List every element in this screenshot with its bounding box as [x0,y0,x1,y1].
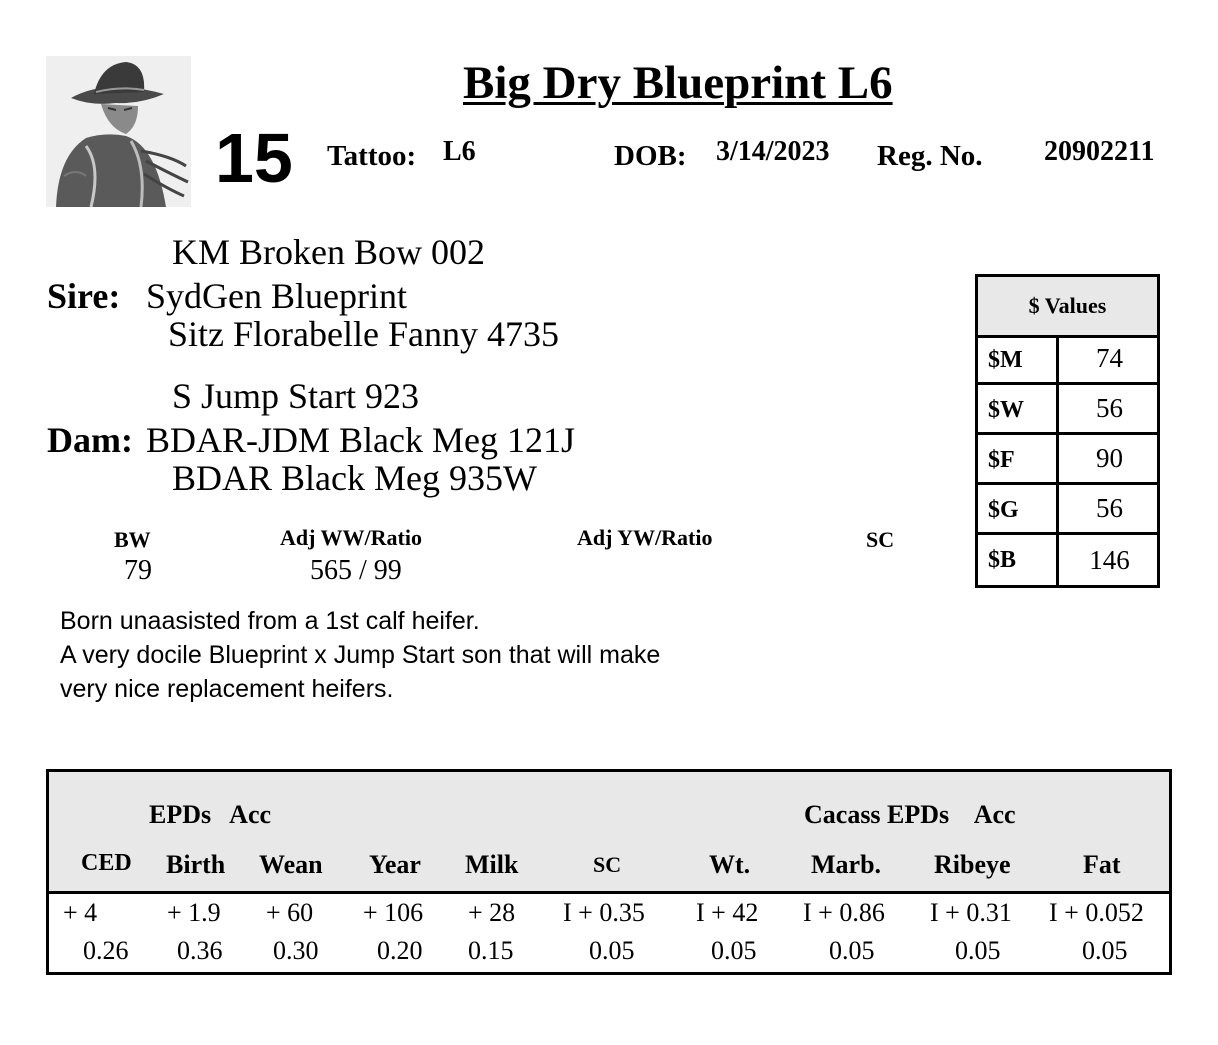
epd-column-header: Wt. [709,850,751,879]
epd-value: + 28 [468,898,516,927]
dollar-value-label: $W [988,397,1024,423]
epd-column-header: CED [81,850,132,876]
epd-accuracy: 0.26 [83,936,129,965]
epd-column-header: Milk [465,850,519,879]
yw-label: Adj YW/Ratio [577,525,713,550]
dollar-value-row [978,382,1157,432]
sc-label: SC [866,527,895,552]
epd-column-header: Year [369,850,421,879]
epd-value: + 4 [63,898,98,927]
epd-value: + 106 [363,898,424,927]
dollar-values-title: $ Values [978,277,1157,338]
dollar-value-number: 90 [1056,435,1160,482]
dollar-value-number: 56 [1056,485,1160,532]
remarks-text [60,604,780,706]
epd-column-header: Birth [166,850,226,879]
dam-label: Dam: [47,420,133,460]
epd-accuracy: 0.05 [1082,936,1128,965]
epd-column-header: Marb. [811,850,882,879]
carcass-epd-group-label: Cacass EPDs Acc [804,800,1016,829]
epd-accuracy: 0.05 [829,936,875,965]
epd-accuracy: 0.05 [711,936,757,965]
epd-group-label: EPDs Acc [149,800,272,829]
dollar-value-label: $G [988,497,1019,523]
dollar-value-row [978,335,1157,382]
cowboy-logo-image [46,56,191,207]
epd-accuracy: 0.05 [955,936,1001,965]
sire-name: SydGen Blueprint [146,276,407,316]
epd-value: I + 0.86 [803,898,885,927]
tattoo-value: L6 [443,136,476,167]
reg-no-label: Reg. No. [877,140,983,172]
dollar-value-number: 56 [1056,385,1160,432]
bw-value: 79 [124,555,152,586]
remarks-line: A very docile Blueprint x Jump Start son that will make [60,641,661,669]
dollar-value-row [978,432,1157,482]
dob-value: 3/14/2023 [716,136,830,167]
lot-number: 15 [215,119,293,197]
epd-accuracy: 0.36 [177,936,223,965]
bw-label: BW [114,527,151,552]
epd-column-header: SC [593,852,622,877]
epd-column-header: Ribeye [934,850,1011,879]
ww-label: Adj WW/Ratio [280,525,422,550]
epd-value: I + 0.31 [930,898,1012,927]
cowboy-sketch-icon [46,56,191,207]
animal-name-title: Big Dry Blueprint L6 [463,57,893,109]
reg-no-value: 20902211 [1044,136,1155,167]
sire-sire-name: KM Broken Bow 002 [172,232,485,272]
epd-table [46,769,1172,975]
epd-accuracy: 0.30 [273,936,319,965]
dollar-values-table [975,274,1160,588]
sire-label: Sire: [47,276,121,316]
epd-value: + 1.9 [167,898,221,927]
epd-accuracy: 0.05 [589,936,635,965]
tattoo-label: Tattoo: [327,140,417,172]
sire-dam-name: Sitz Florabelle Fanny 4735 [168,314,559,354]
epd-column-header: Fat [1083,850,1121,879]
epd-value: + 60 [266,898,314,927]
epd-table-header [49,772,1169,894]
dollar-value-number: 74 [1056,335,1160,382]
dollar-value-row [978,532,1157,585]
dam-dam-name: BDAR Black Meg 935W [172,458,537,498]
dollar-value-label: $B [988,547,1017,573]
dam-sire-name: S Jump Start 923 [172,376,420,416]
dob-label: DOB: [614,140,687,172]
epd-accuracy: 0.20 [377,936,423,965]
remarks-line: very nice replacement heifers. [60,675,394,703]
epd-value: I + 0.052 [1049,898,1144,927]
dollar-value-row [978,482,1157,532]
epd-column-header: Wean [259,850,323,879]
epd-accuracy: 0.15 [468,936,514,965]
epd-value: I + 42 [696,898,759,927]
dam-name: BDAR-JDM Black Meg 121J [146,420,575,460]
dollar-value-number: 146 [1056,535,1160,585]
ww-value: 565 / 99 [310,555,402,586]
remarks-line: Born unaasisted from a 1st calf heifer. [60,607,480,635]
epd-value: I + 0.35 [563,898,645,927]
dollar-value-label: $M [988,347,1023,373]
dollar-value-label: $F [988,447,1015,473]
